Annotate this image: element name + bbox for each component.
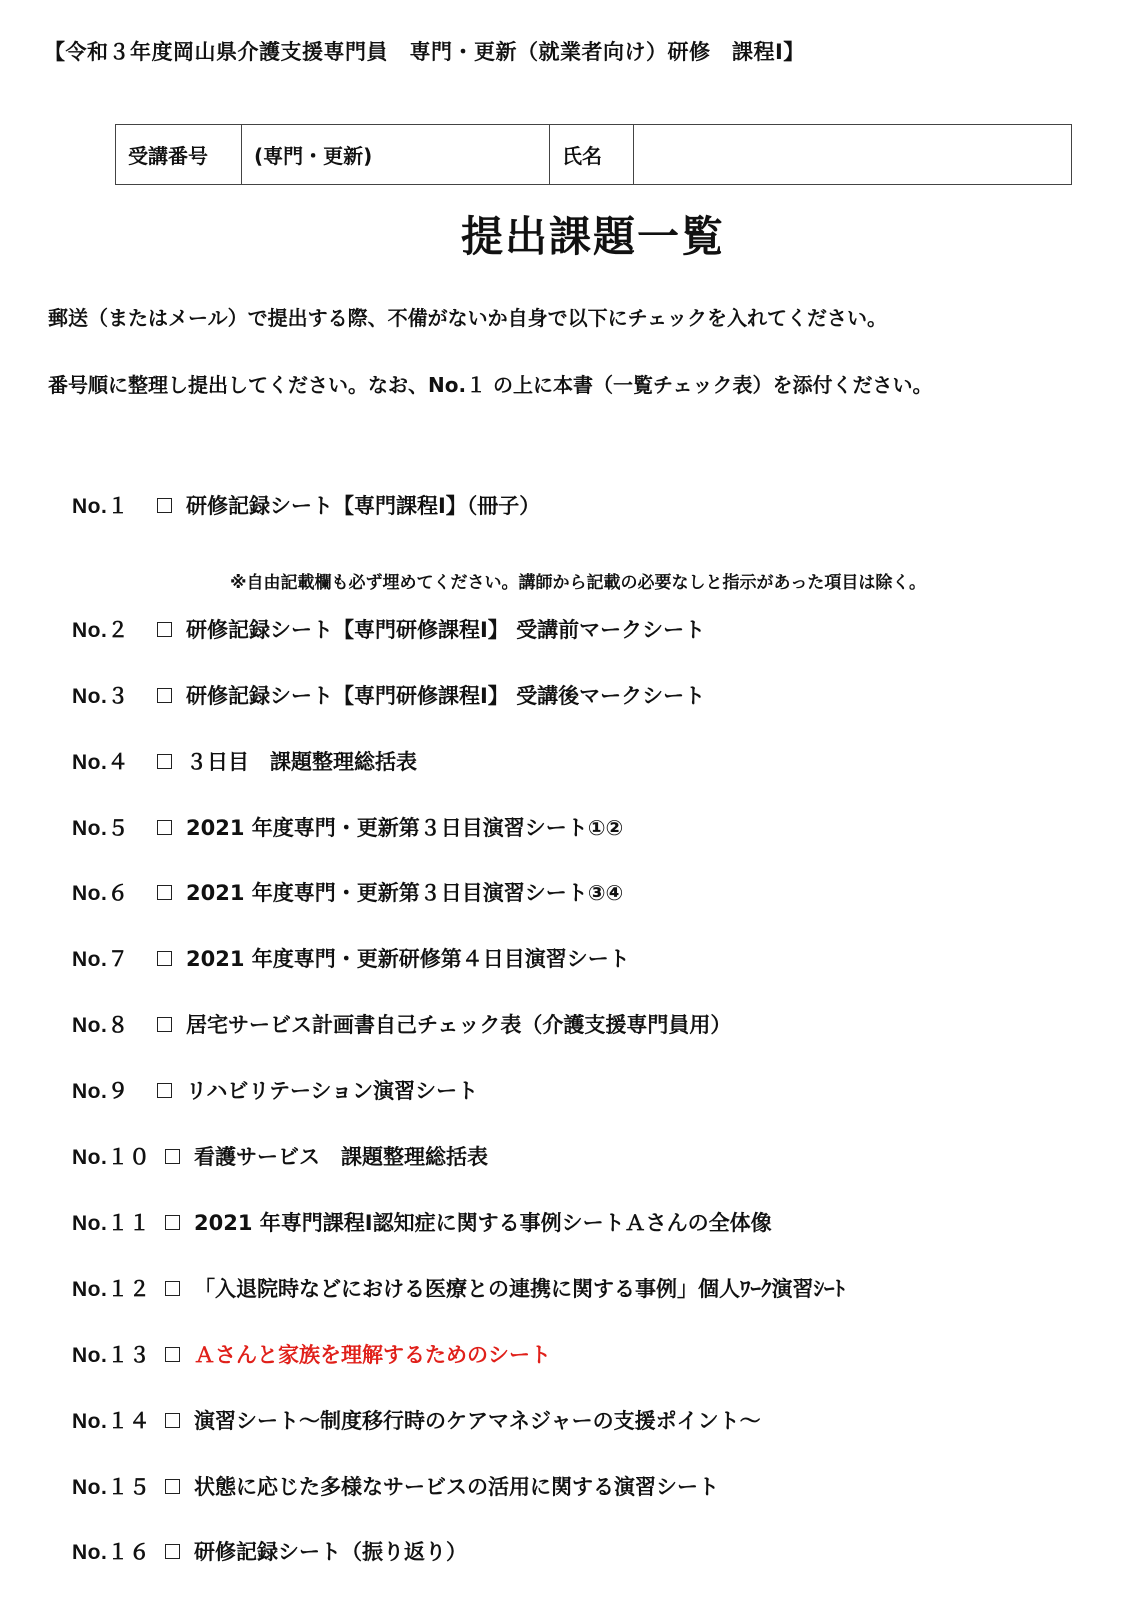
checkbox-icon[interactable] (165, 1215, 180, 1230)
name-field[interactable] (634, 125, 1072, 185)
item-label: 「入退院時などにおける医療との連携に関する事例」個人ﾜｰｸ演習ｼｰﾄ (194, 1277, 845, 1301)
checkbox-icon[interactable] (157, 951, 172, 966)
item-number: No.１６ (72, 1541, 151, 1564)
item-label: 看護サービス 課題整理総括表 (194, 1145, 488, 1169)
checklist-item (72, 680, 705, 710)
instruction-text: 郵送（またはメール）で提出する際、不備がないか自身で以下にチェックを入れてください。 (48, 306, 887, 330)
checklist-item (72, 1536, 467, 1566)
checklist-item (72, 614, 705, 644)
checkbox-icon[interactable] (165, 1281, 180, 1296)
checklist-item (72, 1141, 488, 1171)
checkbox-icon[interactable] (157, 1083, 172, 1098)
item-label: ３日目 課題整理総括表 (186, 750, 417, 774)
item-number: No.８ (72, 1014, 129, 1037)
item-label: リハビリテーション演習シート (186, 1079, 479, 1103)
item-number: No.５ (72, 817, 129, 840)
item-label: 演習シート～制度移行時のケアマネジャーの支援ポイント～ (194, 1409, 761, 1433)
checklist-item (72, 1405, 761, 1435)
item-label: 研修記録シート【専門研修課程Ⅰ】 受講前マークシート (186, 618, 706, 642)
checklist-item (72, 1009, 731, 1039)
item-label: 2021 年度専門・更新研修第４日目演習シート (186, 947, 630, 971)
checkbox-icon[interactable] (165, 1347, 180, 1362)
item-number: No.４ (72, 751, 129, 774)
item-number: No.１１ (72, 1212, 151, 1235)
checkbox-icon[interactable] (157, 1017, 172, 1032)
item-label: 状態に応じた多様なサービスの活用に関する演習シート (194, 1475, 719, 1499)
checkbox-icon[interactable] (157, 688, 172, 703)
checkbox-icon[interactable] (157, 498, 172, 513)
page-title: 提出課題一覧 (460, 212, 725, 261)
item-label: Ａさんと家族を理解するためのシート (194, 1343, 551, 1367)
item-label: 研修記録シート【専門課程Ⅰ】（冊子） (186, 494, 541, 518)
item-number: No.７ (72, 948, 129, 971)
instruction-text: 番号順に整理し提出してください。なお、No.１ の上に本書（一覧チェック表）を添付ください。 (48, 373, 933, 397)
checkbox-icon[interactable] (165, 1149, 180, 1164)
item-number: No.９ (72, 1080, 129, 1103)
checkbox-icon[interactable] (157, 885, 172, 900)
item-number: No.３ (72, 685, 129, 708)
checklist-item (72, 1471, 719, 1501)
checkbox-icon[interactable] (157, 754, 172, 769)
item-label: 2021 年度専門・更新第３日目演習シート③④ (186, 881, 624, 905)
checklist-item (72, 490, 540, 520)
applicant-info-table (115, 124, 1072, 185)
item-number: No.１４ (72, 1410, 151, 1433)
item-label: 2021 年専門課程Ⅰ認知症に関する事例シートＡさんの全体像 (194, 1211, 772, 1235)
item-number: No.１２ (72, 1278, 151, 1301)
item-number: No.１３ (72, 1344, 151, 1367)
checklist-item (72, 1273, 845, 1303)
checklist-item (72, 1339, 551, 1369)
checkbox-icon[interactable] (165, 1479, 180, 1494)
note-text: ※自由記載欄も必ず埋めてください。講師から記載の必要なしと指示があった項目は除く。 (230, 573, 927, 593)
item-label: 研修記録シート【専門研修課程Ⅰ】 受講後マークシート (186, 684, 706, 708)
item-label: 2021 年度専門・更新第３日目演習シート①② (186, 816, 624, 840)
checklist-item (72, 877, 623, 907)
label-name: 氏名 (550, 125, 634, 185)
checklist-item (72, 746, 417, 776)
checklist-item (72, 1075, 478, 1105)
checkbox-icon[interactable] (157, 820, 172, 835)
checklist-item (72, 812, 623, 842)
applicant-number-field[interactable]: (専門・更新) (242, 125, 550, 185)
checkbox-icon[interactable] (157, 622, 172, 637)
label-applicant-number: 受講番号 (116, 125, 242, 185)
checkbox-icon[interactable] (165, 1544, 180, 1559)
item-number: No.１０ (72, 1146, 151, 1169)
item-number: No.１５ (72, 1476, 151, 1499)
checklist-item (72, 1207, 772, 1237)
item-label: 研修記録シート（振り返り） (194, 1540, 467, 1564)
item-number: No.１ (72, 495, 129, 518)
item-number: No.６ (72, 882, 129, 905)
item-label: 居宅サービス計画書自己チェック表（介護支援専門員用） (186, 1013, 732, 1037)
item-number: No.２ (72, 619, 129, 642)
document-header: 【令和３年度岡山県介護支援専門員 専門・更新（就業者向け）研修 課程Ⅰ】 (44, 40, 805, 64)
checkbox-icon[interactable] (165, 1413, 180, 1428)
checklist-item (72, 943, 630, 973)
